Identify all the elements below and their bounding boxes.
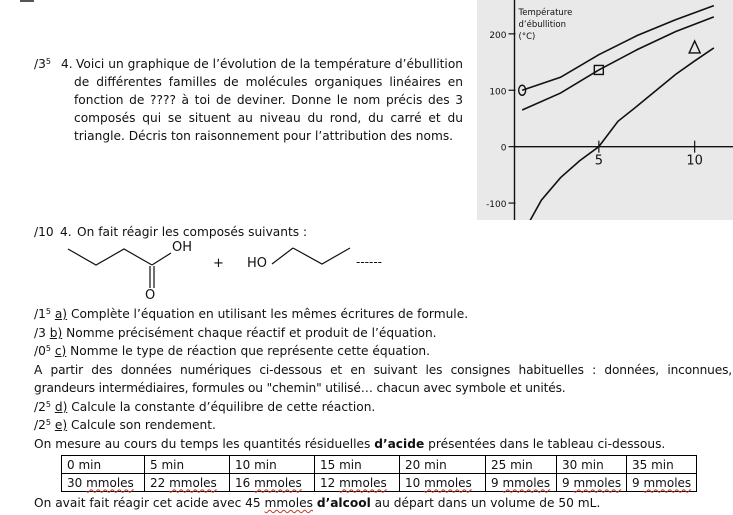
q4-points: $/3^5$	[34, 57, 51, 71]
table-cell: 0 min	[62, 456, 145, 474]
acid-c-oh-bond	[152, 253, 171, 265]
subquestion-c: $/0^5$ c) Nomme le type de réaction que représente cette équation.	[34, 344, 431, 358]
table-cell: 10 mmoles	[400, 474, 486, 492]
q4b-text: On fait réagir les composés suivants :	[77, 225, 308, 239]
y-tick-label: -100	[486, 200, 507, 211]
table-cell: 9 mmoles	[557, 474, 627, 492]
q4b-points: /10	[34, 225, 54, 239]
x-tick-label: 5	[594, 153, 603, 169]
alcohol-carbon-chain	[293, 248, 350, 264]
series-line	[522, 17, 714, 110]
series-line	[524, 48, 714, 220]
chart-title-line: Température	[518, 8, 573, 18]
final-sentence: On avait fait réagir cet acide avec 45 mmoles d’alcool au départ dans un volume de 50 mL.	[34, 496, 601, 510]
x-tick-label: 10	[686, 153, 703, 169]
series-line	[522, 6, 714, 91]
table-cell: 25 min	[486, 456, 557, 474]
chart-title-line: d’ébullition	[518, 20, 566, 30]
table-cell: 9 mmoles	[486, 474, 557, 492]
y-tick-label: 200	[489, 30, 507, 41]
subquestion-d: $/2^5$ d) Calcule la constante d’équilibre de cette réaction.	[34, 400, 376, 414]
acid-o-label: O	[145, 288, 156, 303]
acid-carbon-chain	[68, 249, 152, 265]
boiling-point-chart	[477, 0, 733, 220]
plus-sign: +	[213, 256, 224, 271]
q4b-number: 4.	[60, 225, 72, 239]
alcohol-o-c-bond	[272, 248, 293, 264]
table-row-times	[62, 456, 697, 474]
acid-quantity-table	[61, 455, 697, 492]
table-cell: 30 mmoles	[62, 474, 145, 492]
table-row-values	[62, 474, 697, 492]
instructions-paragraph: A partir des données numériques ci-dessous et en suivant les consignes habituelles : données, inconnues, grandeurs intermédiaires, formules ou "chemin" utilisé… chacun avec symbole et unités.	[34, 363, 732, 395]
y-tick-label: 0	[500, 143, 507, 154]
product-dashes: ------	[356, 255, 382, 269]
acid-oh-label: OH	[172, 240, 193, 255]
subquestion-b: /3 b) Nomme précisément chaque réactif et produit de l’équation.	[34, 326, 437, 340]
table-cell: 35 min	[627, 456, 697, 474]
subquestion-e: $/2^5$ e) Calcule son rendement.	[34, 418, 216, 432]
chart-title-line: (°C)	[518, 32, 536, 42]
table-cell: 9 mmoles	[627, 474, 697, 492]
y-tick-label: 100	[489, 87, 507, 98]
table-cell: 15 min	[315, 456, 400, 474]
table-cell: 12 mmoles	[315, 474, 400, 492]
top-edge-mark	[20, 0, 34, 2]
subquestion-a: $/1^5$ a) Complète l’équation en utilisant les mêmes écritures de formule.	[34, 307, 469, 321]
table-cell: 16 mmoles	[230, 474, 315, 492]
measure-sentence: On mesure au cours du temps les quantités résiduelles d’acide présentées dans le tableau ci-dessous.	[34, 437, 666, 451]
table-cell: 20 min	[400, 456, 486, 474]
table-cell: 5 min	[145, 456, 230, 474]
table-cell: 30 min	[557, 456, 627, 474]
reaction-structures	[60, 240, 410, 305]
table-cell: 10 min	[230, 456, 315, 474]
q4-text: Voici un graphique de l’évolution de la température d’ébullition de différentes familles de molécules organiques linéaires en fonction de ???? à toi de deviner. Donne le nom précis des 3 composés qui se situent au niveau du rond, du carré et du triangle. Décris ton raisonnement pour l’attribution des noms.	[74, 57, 463, 143]
alcohol-ho-label: HO	[247, 256, 268, 271]
q4-number: 4.	[61, 57, 73, 71]
triangle-marker	[689, 41, 700, 53]
table-cell: 22 mmoles	[145, 474, 230, 492]
